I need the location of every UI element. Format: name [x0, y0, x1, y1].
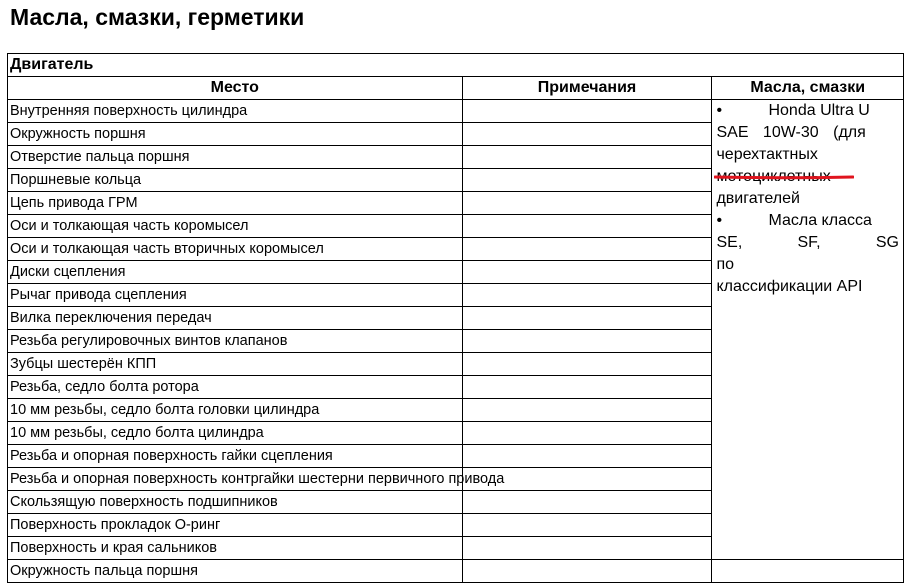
header-oils: Масла, смазки: [712, 77, 904, 100]
oils-cell-empty: [712, 560, 904, 583]
oils-text: Honda Ultra U: [768, 102, 870, 119]
header-place: Место: [8, 77, 463, 100]
oils-item-honda: [716, 100, 899, 210]
header-row: [8, 77, 904, 100]
notes-cell: [462, 100, 712, 123]
place-cell: Диски сцепления: [8, 261, 463, 284]
lubricants-table: [7, 53, 904, 583]
notes-cell: [462, 192, 712, 215]
section-title: Двигатель: [8, 54, 904, 77]
place-cell: Окружность пальца поршня: [8, 560, 463, 583]
place-cell: Поршневые кольца: [8, 169, 463, 192]
notes-cell: [462, 123, 712, 146]
notes-cell: [462, 514, 712, 537]
notes-cell: [462, 146, 712, 169]
page-title: Масла, смазки, герметики: [10, 4, 305, 30]
oils-text: Масла класса: [768, 212, 872, 229]
notes-cell: [462, 284, 712, 307]
table-row: [8, 100, 904, 123]
place-cell: Скользящую поверхность подшипников: [8, 491, 463, 514]
notes-cell: [462, 537, 712, 560]
place-cell: Рычаг привода сцепления: [8, 284, 463, 307]
place-cell: Отверстие пальца поршня: [8, 146, 463, 169]
notes-cell: [462, 491, 712, 514]
bullet-icon: •: [716, 102, 723, 119]
notes-cell: [462, 560, 712, 583]
place-cell: Поверхность прокладок О-ринг: [8, 514, 463, 537]
place-cell: 10 мм резьбы, седло болта головки цилиндра: [8, 399, 463, 422]
place-cell: 10 мм резьбы, седло болта цилиндра: [8, 422, 463, 445]
place-cell: Зубцы шестерён КПП: [8, 353, 463, 376]
place-cell: Поверхность и края сальников: [8, 537, 463, 560]
place-cell: Оси и толкающая часть коромысел: [8, 215, 463, 238]
table-row: [8, 560, 904, 583]
notes-cell: [462, 445, 712, 468]
place-cell: Резьба и опорная поверхность контргайки шестерни первичного привода: [8, 468, 463, 491]
notes-cell: [462, 330, 712, 353]
place-cell: Оси и толкающая часть вторичных коромысел: [8, 238, 463, 261]
oils-item-api: [716, 210, 899, 298]
place-cell: Цепь привода ГРМ: [8, 192, 463, 215]
place-cell: Внутренняя поверхность цилиндра: [8, 100, 463, 123]
notes-cell: [462, 399, 712, 422]
notes-cell: [462, 422, 712, 445]
notes-cell: [462, 353, 712, 376]
oils-cell: [712, 100, 904, 560]
notes-cell: [462, 215, 712, 238]
oils-text: классификации API: [716, 278, 863, 295]
red-underline-mark: [714, 174, 854, 180]
oils-text: SAE 10W-30 (для: [716, 124, 866, 141]
place-cell: Резьба регулировочных винтов клапанов: [8, 330, 463, 353]
bullet-icon: •: [716, 212, 723, 229]
notes-cell: [462, 261, 712, 284]
place-cell: Окружность поршня: [8, 123, 463, 146]
oils-text: двигателей: [716, 190, 800, 207]
place-cell: Резьба, седло болта ротора: [8, 376, 463, 399]
header-notes: Примечания: [462, 77, 712, 100]
place-cell: Резьба и опорная поверхность гайки сцепления: [8, 445, 463, 468]
notes-cell: [462, 307, 712, 330]
oils-text: мотоциклетных: [716, 168, 831, 185]
oils-text: SE, SF, SG по: [716, 234, 899, 273]
notes-cell: [462, 238, 712, 261]
notes-cell: [462, 169, 712, 192]
notes-cell: [462, 376, 712, 399]
place-cell: Вилка переключения передач: [8, 307, 463, 330]
oils-text: черехтактных: [716, 146, 818, 163]
section-row: [8, 54, 904, 77]
